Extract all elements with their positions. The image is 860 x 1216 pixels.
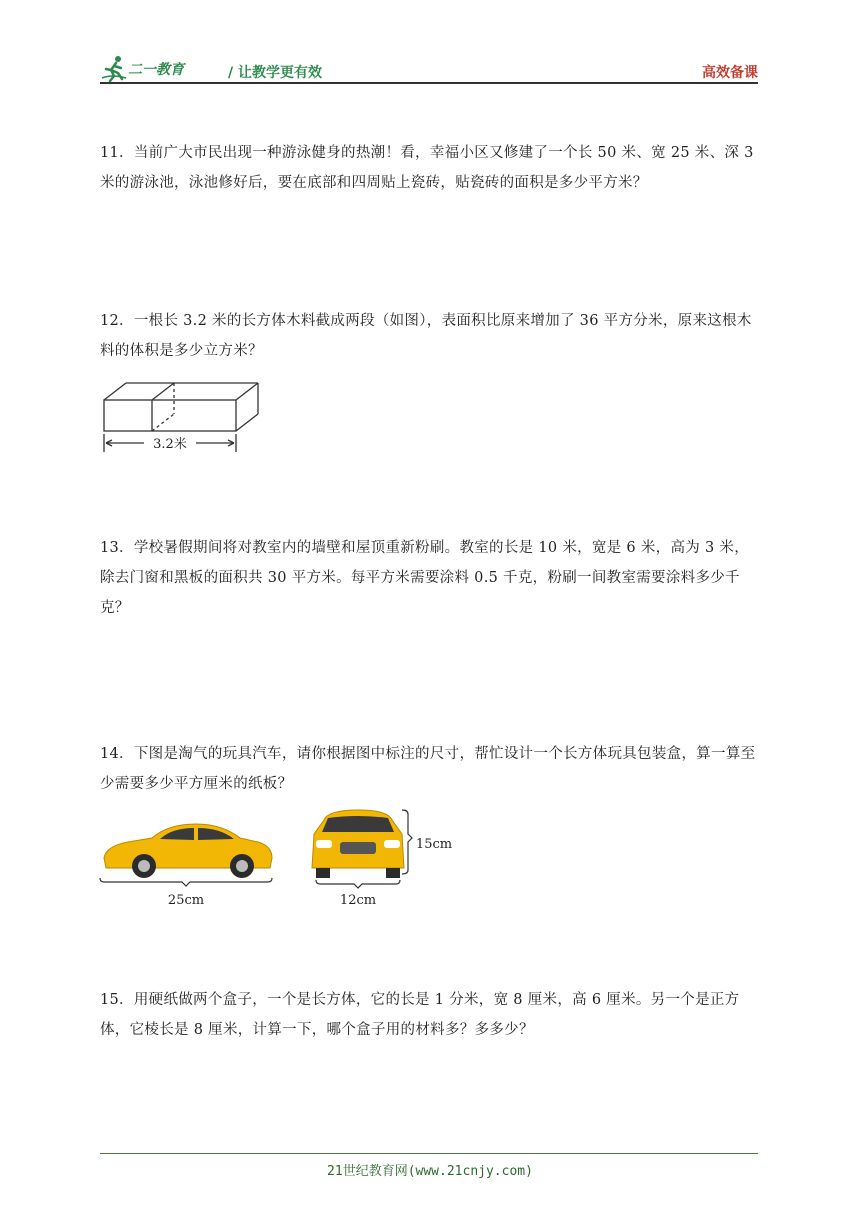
car-length-label: 25cm: [167, 893, 205, 908]
car-width-label: 12cm: [339, 893, 377, 908]
header-divider: [100, 82, 758, 84]
page-footer: 21世纪教育网(www.21cnjy.com): [327, 1164, 533, 1179]
car-side-view-figure: [98, 818, 276, 910]
header-slogan: / 让教学更有效: [228, 65, 322, 81]
wood-block-figure: [100, 378, 265, 456]
header-tag: 高效备课: [702, 65, 758, 81]
question-11: 11．当前广大市民出现一种游泳健身的热潮！看，幸福小区又修建了一个长 50 米、宽 25 米、深 3 米的游泳池，泳池修好后，要在底部和四周贴上瓷砖，贴瓷砖的面积是多少平方米？: [100, 145, 754, 191]
question-15: 15．用硬纸做两个盒子，一个是长方体，它的长是 1 分米，宽 8 厘米，高 6 厘米。另一个是正方体，它棱长是 8 厘米，计算一下，哪个盒子用的材料多？多多少？: [100, 992, 740, 1038]
question-13: 13．学校暑假期间将对教室内的墙壁和屋顶重新粉刷。教室的长是 10 米，宽是 6 米，高为 3 米，除去门窗和黑板的面积共 30 平方米。每平方米需要涂料 0.5 千克，粉刷一间教室需要涂料多少千克？: [100, 540, 750, 616]
brand-name: 二一教育: [128, 62, 184, 78]
car-front-view-figure: [310, 806, 460, 912]
footer-divider: [100, 1153, 758, 1154]
question-14: 14．下图是淘气的玩具汽车，请你根据图中标注的尺寸，帮忙设计一个长方体玩具包装盒，算一算至少需要多少平方厘米的纸板？: [100, 746, 756, 792]
question-12: 12．一根长 3.2 米的长方体木料截成两段（如图），表面积比原来增加了 36 平方分米，原来这根木料的体积是多少立方米？: [100, 313, 752, 359]
car-height-label: 15cm: [415, 837, 453, 852]
runner-icon: [100, 54, 128, 82]
figure-length-label: 3.2米: [153, 437, 187, 452]
page-header: [100, 54, 758, 82]
